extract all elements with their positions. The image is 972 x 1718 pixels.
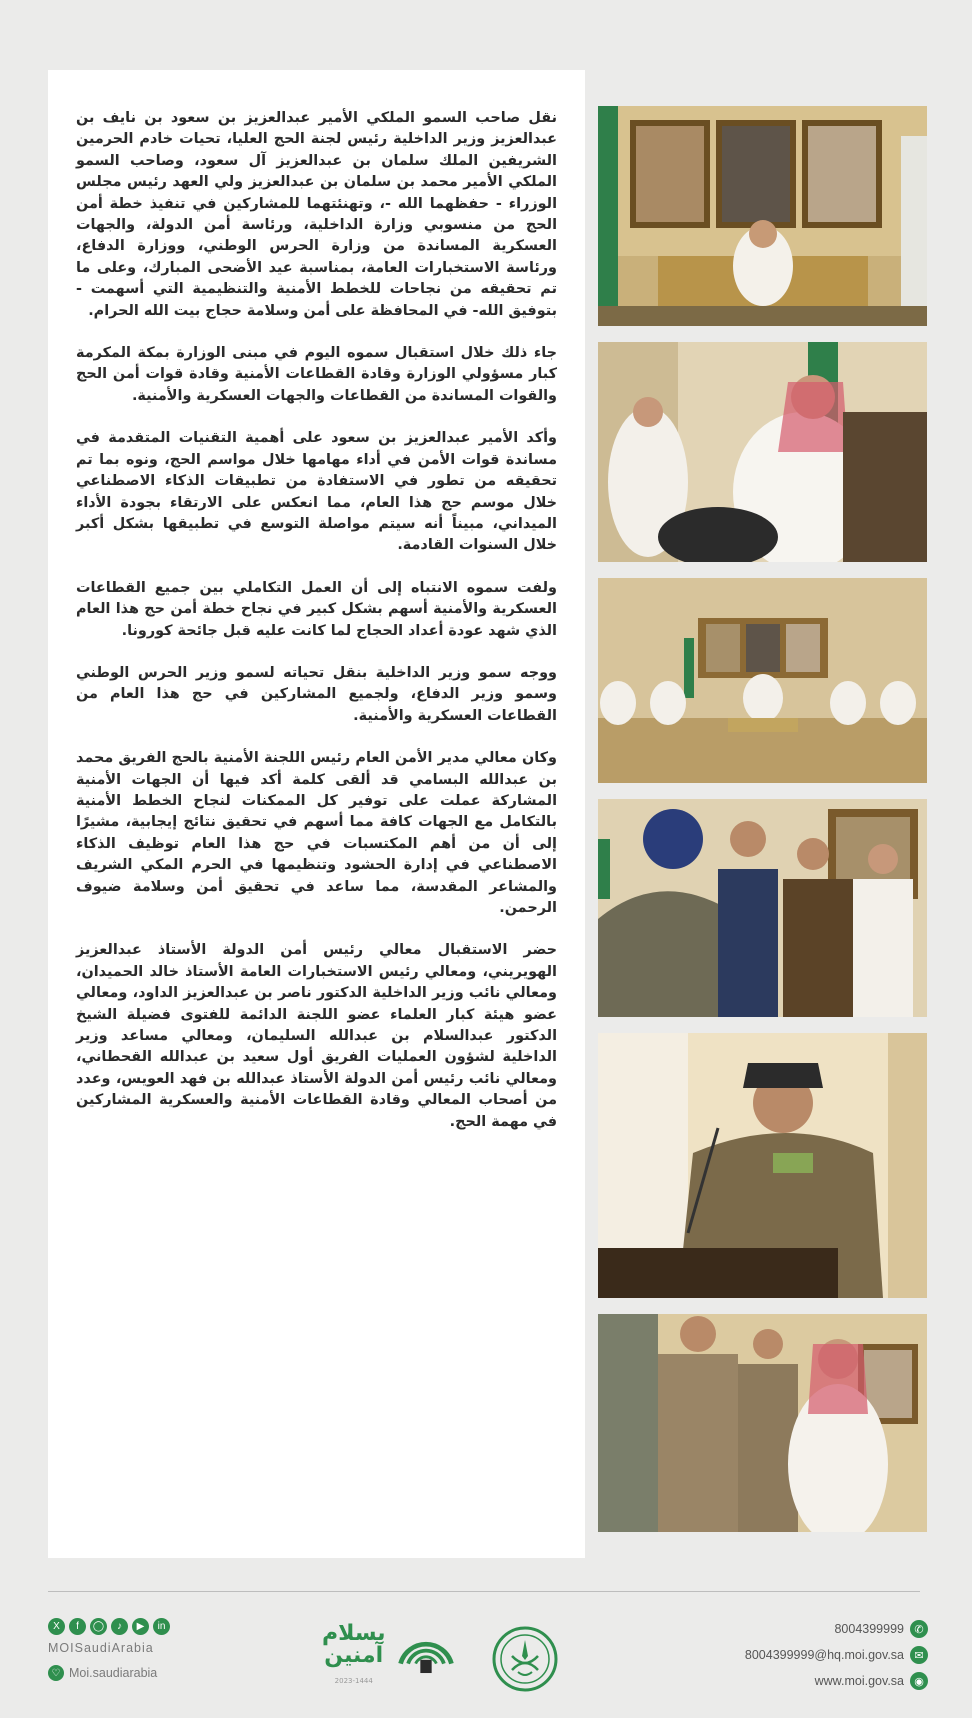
email-icon: ✉: [910, 1646, 928, 1664]
photo-column: [598, 106, 927, 1548]
photo-group-uniforms: [598, 1314, 927, 1532]
x-icon[interactable]: X: [48, 1618, 65, 1635]
website-url: www.moi.gov.sa: [814, 1674, 904, 1688]
email-address: 8004399999@hq.moi.gov.sa: [744, 1648, 904, 1662]
footer-divider: [48, 1591, 920, 1592]
hajj-kaaba-icon: [393, 1624, 459, 1690]
snapchat-icon: ♡: [48, 1665, 64, 1681]
photo-reception-portraits: [598, 106, 927, 326]
email-row[interactable]: [718, 1644, 928, 1666]
photo-seated-meeting: [598, 342, 927, 562]
hajj-logo-text: [322, 1620, 386, 1692]
article-paragraph-2: جاء ذلك خلال استقبال سموه اليوم في مبنى الوزارة بمكة المكرمة كبار مسؤولي الوزارة وقادة القطاعات الأمنية وقادة قوات أمن الحج والقوات المساندة من القطاعات والجهات العسكرية والأمنية.: [76, 345, 557, 404]
youtube-icon[interactable]: ▶: [132, 1618, 149, 1635]
photo-wide-hall: [598, 578, 927, 783]
snapchat-handle: Moi.saudiarabia: [69, 1666, 158, 1680]
website-row[interactable]: [718, 1670, 928, 1692]
article-paragraph-5: ووجه سمو وزير الداخلية بنقل تحياته لسمو وزير الحرس الوطني وسمو وزير الدفاع، ولجميع المشاركين في حج هذا العام من القطاعات العسكرية والأمنية.: [76, 664, 557, 724]
photo-officers-greeting: [598, 799, 927, 1017]
tiktok-icon[interactable]: ♪: [111, 1618, 128, 1635]
article-body: [48, 70, 585, 1133]
photo-speaker-podium: [598, 1033, 927, 1298]
moi-emblem: [492, 1626, 558, 1692]
hajj-logo-line1: بسلام: [322, 1620, 386, 1646]
article-paragraph-7: حضر الاستقبال معالي رئيس أمن الدولة الأستاذ عبدالعزيز الهويريني، ومعالي رئيس الاستخبارات العامة الأستاذ خالد الحميدان، ومعالي نائب وزير الداخلية الدكتور ناصر بن عبدالعزيز الداود، ومعالي عضو هيئة كبار العلماء عضو اللجنة الدائمة للفتوى فضيلة الشيخ الدكتور عبدالسلام بن عبدالله السليمان، ومعالي مساعد وزير الداخلية لشؤون العمليات الفريق أول سعيد بن عبدالله القحطاني، ومعالي نائب رئيس أمن الدولة الأستاذ عبدالله بن فهد العويس، وعدد من أصحاب المعالي وقادة القطاعات الأمنية والعسكرية المشاركين في مهمة الحج.: [76, 942, 557, 1130]
contact-block: [718, 1618, 928, 1696]
hajj-logo-years: 2023-1444: [334, 1676, 373, 1685]
instagram-icon[interactable]: ◯: [90, 1618, 107, 1635]
social-handle[interactable]: MOISaudiArabia: [48, 1641, 154, 1655]
article-paragraph-6: وكان معالي مدير الأمن العام رئيس اللجنة الأمنية بالحج الفريق محمد بن عبدالله البسامي قد ألقى كلمة أكد فيها أن الجهات الأمنية المشاركة عملت على توفير كل الممكنات لنجاح الخطط الأمنية بالتكامل مع الجهات كافة مما أسهم في تحقيق نتائج إيجابية، مشيرًا إلى أن من أهم المكتسبات في حج هذا العام توظيف الذكاء الاصطناعي في إدارة الحشود وتنظيمها في الحرم المكي الشريف والمشاعر المقدسة، مما ساعد في تحقيق أمن وسلامة ضيوف الرحمن.: [76, 750, 557, 916]
snapchat-row[interactable]: [48, 1665, 238, 1681]
linkedin-icon[interactable]: in: [153, 1618, 170, 1635]
article-card: [48, 70, 585, 1558]
article-paragraph-3: وأكد الأمير عبدالعزيز بن سعود على أهمية التقنيات المتقدمة في مساندة قوات الأمن في أداء مهامها خلال مواسم الحج، ونوه بما تم تحقيقه من تطور في الاستفادة من تطبيقات الذكاء الاصطناعي خلال موسم حج هذا العام، مما انعكس على الارتقاء بجودة الأداء الميداني، مبيناً أنه سيتم مواصلة التوسع في تطبيقها بشكل أكبر خلال السنوات القادمة.: [76, 430, 557, 554]
hajj-campaign-logo: [322, 1620, 480, 1694]
phone-row[interactable]: [718, 1618, 928, 1640]
web-icon: ◉: [910, 1672, 928, 1690]
social-block: [48, 1618, 238, 1681]
article-paragraph-1: نقل صاحب السمو الملكي الأمير عبدالعزيز بن سعود بن نايف بن عبدالعزيز وزير الداخلية رئيس لجنة الحج العليا، تحيات خادم الحرمين الشريفين الملك سلمان بن عبدالعزيز آل سعود، وصاحب السمو الملكي الأمير محمد بن سلمان بن عبدالعزيز ولي العهد رئيس مجلس الوزراء - حفظهما الله -، وتهنئتهما للمشاركين في تنفيذ خطة أمن الحج من منسوبي وزارة الداخلية، ورئاسة أمن الدولة، والجهات العسكرية المساندة من وزارة الحرس الوطني، ووزارة الدفاع، ورئاسة الاستخبارات العامة، بمناسبة عيد الأضحى المبارك، وعلى ما تم تحقيقه من نجاحات للخطط الأمنية والتنظيمية التي أسهمت - بتوفيق الله- في المحافظة على أمن وسلامة حجاج بيت الله الحرام.: [76, 110, 557, 319]
phone-number: 8004399999: [834, 1622, 904, 1636]
hajj-logo-line2: آمنين: [324, 1642, 384, 1668]
facebook-icon[interactable]: f: [69, 1618, 86, 1635]
article-paragraph-4: ولفت سموه الانتباه إلى أن العمل التكاملي بين جميع القطاعات العسكرية والأمنية أسهم بشكل كبير في نجاح خطة أمن حج هذا العام الذي شهد عودة أعداد الحجاج لما كانت عليه قبل جائحة كورونا.: [76, 579, 557, 639]
social-icons: [48, 1618, 238, 1635]
phone-icon: ✆: [910, 1620, 928, 1638]
